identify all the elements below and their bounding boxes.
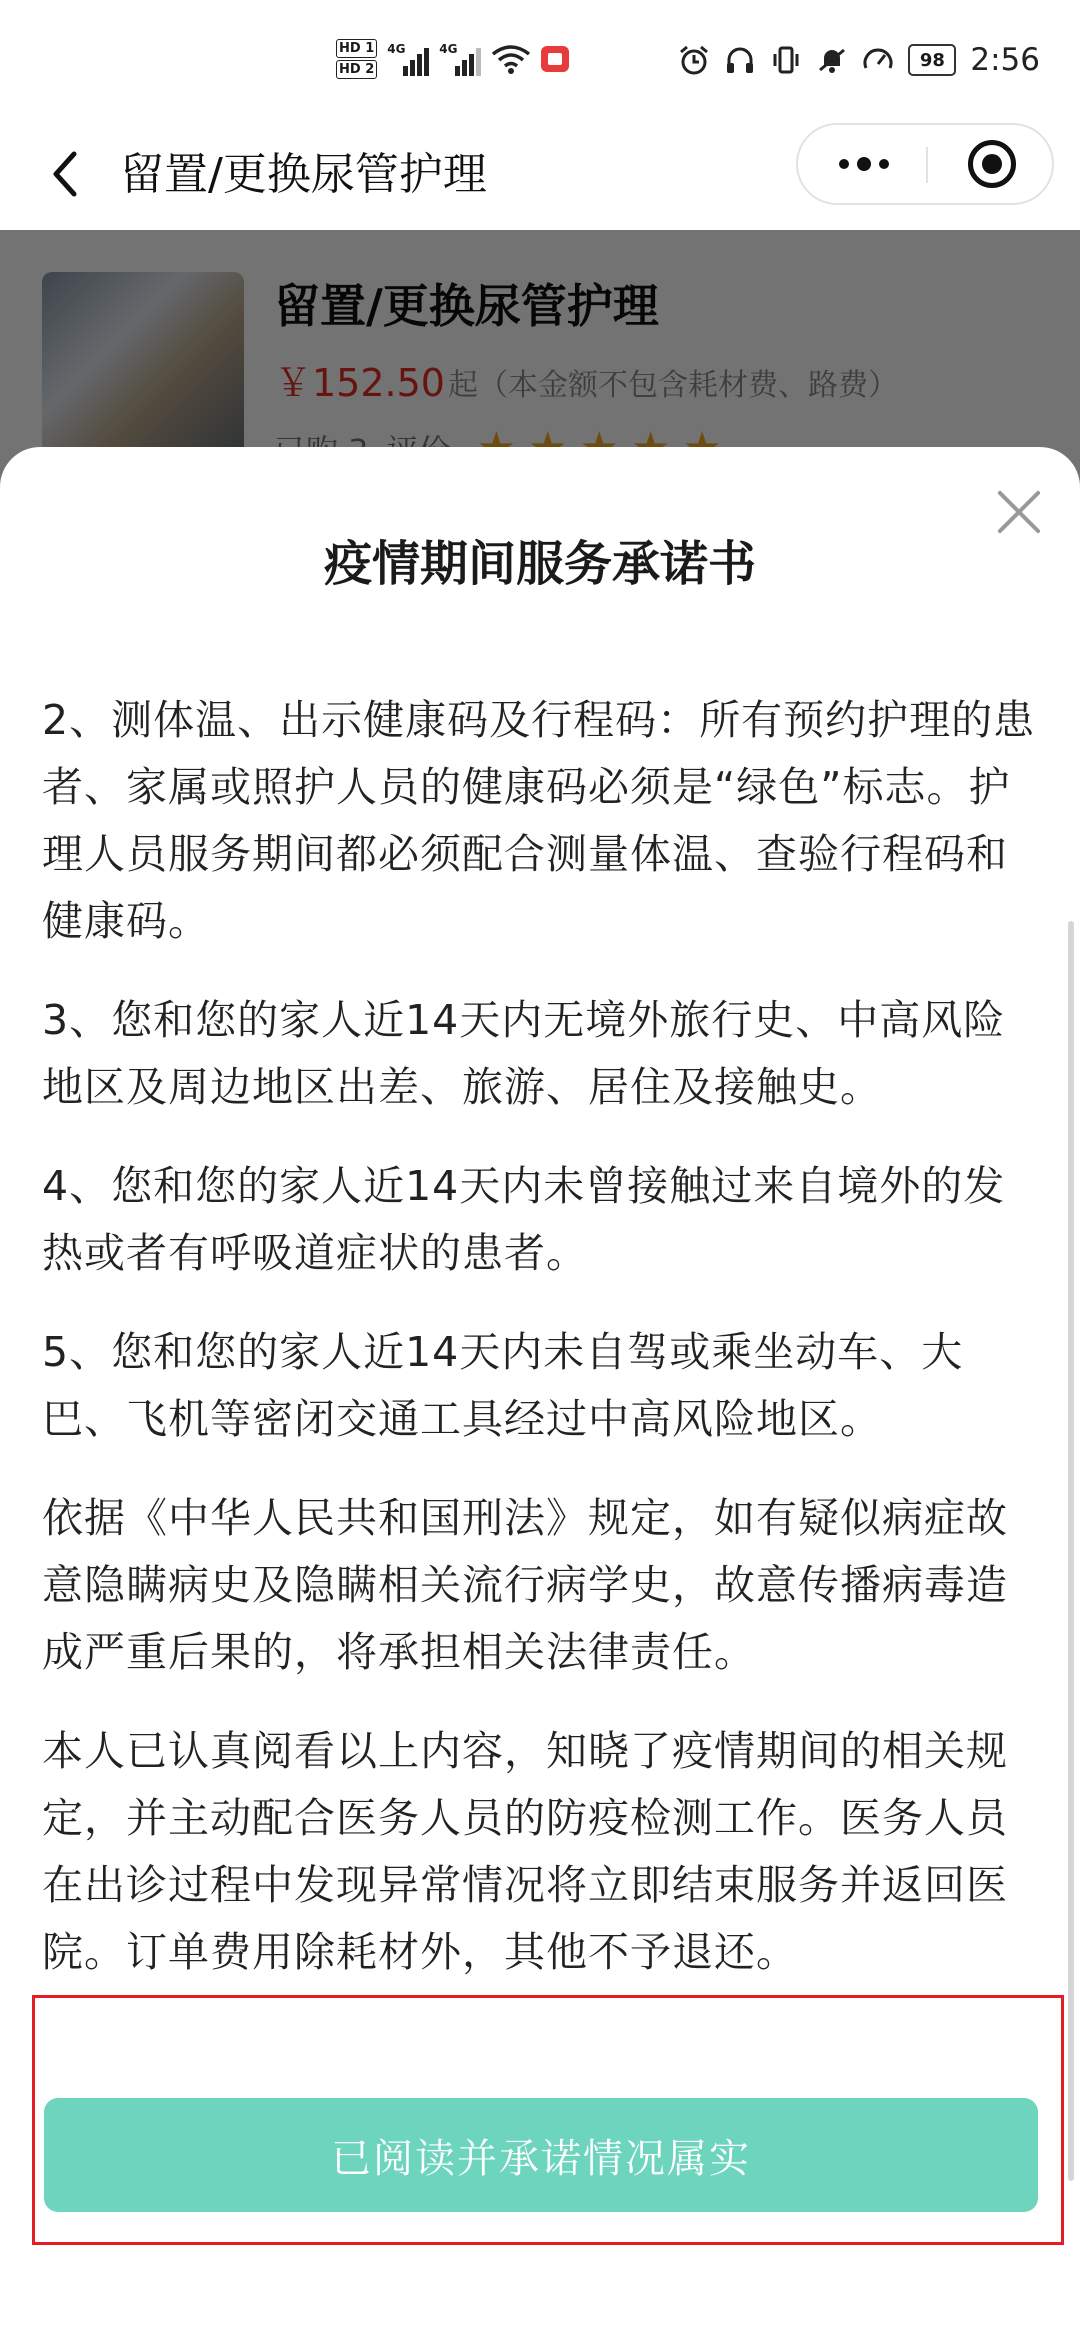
modal-title: 疫情期间服务承诺书 [323,536,756,592]
paragraph-4: 4、您和您的家人近14天内未曾接触过来自境外的发热或者有呼吸道症状的患者。 [42,1162,1006,1277]
mute-bell-icon [816,44,848,76]
wifi-icon [491,44,531,74]
paragraph-5: 5、您和您的家人近14天内未自驾或乘坐动车、大巴、飞机等密闭交通工具经过中高风险地区。 [42,1328,964,1443]
vibrate-icon [770,44,802,76]
hd2-label: HD 2 [336,60,377,79]
signal-icon-2: 4G [439,42,481,76]
scrollbar[interactable] [1068,921,1074,2181]
battery-level: 98 [919,49,945,71]
paragraph-statement: 本人已认真阅看以上内容，知晓了疫情期间的相关规定，并主动配合医务人员的防疫检测工作。医务人员在出诊过程中发现异常情况将立即结束服务并返回医院。订单费用除耗材外，其他不予退还。 [42,1727,1008,1976]
mini-program-capsule [796,123,1054,205]
target-close-icon[interactable] [968,140,1016,188]
confirm-button[interactable]: 已阅读并承诺情况属实 [44,2098,1038,2212]
capsule-divider [926,147,928,183]
more-dots-icon[interactable] [824,125,904,203]
status-left [336,34,569,84]
paragraph-law: 依据《中华人民共和国刑法》规定，如有疑似病症故意隐瞒病史及隐瞒相关流行病学史，故意传播病毒造成严重后果的，将承担相关法律责任。 [42,1494,1008,1676]
headphones-icon [724,44,756,76]
paragraph-3: 3、您和您的家人近14天内无境外旅行史、中高风险地区及周边地区出差、旅游、居住及接触史。 [42,996,1006,1111]
page-title: 留置/更换尿管护理 [120,149,487,200]
status-bar [0,0,1080,120]
alarm-icon [678,44,710,76]
speedometer-icon [862,44,894,76]
paragraph-2: 2、测体温、出示健康码及行程码：所有预约护理的患者、家属或照护人员的健康码必须是“绿色”标志。护理人员服务期间都必须配合测量体温、查验行程码和健康码。 [42,696,1036,945]
status-right [678,36,1040,84]
nav-bar [0,120,1080,230]
battery-icon [908,44,956,76]
chevron-left-icon[interactable] [38,144,98,204]
clock: 2:56 [970,42,1040,78]
notification-icon [541,46,569,72]
signal-icon: 4G [387,42,429,76]
hd-indicator [336,38,377,80]
hd1-label: HD 1 [336,39,377,58]
modal-content [42,687,1044,2018]
